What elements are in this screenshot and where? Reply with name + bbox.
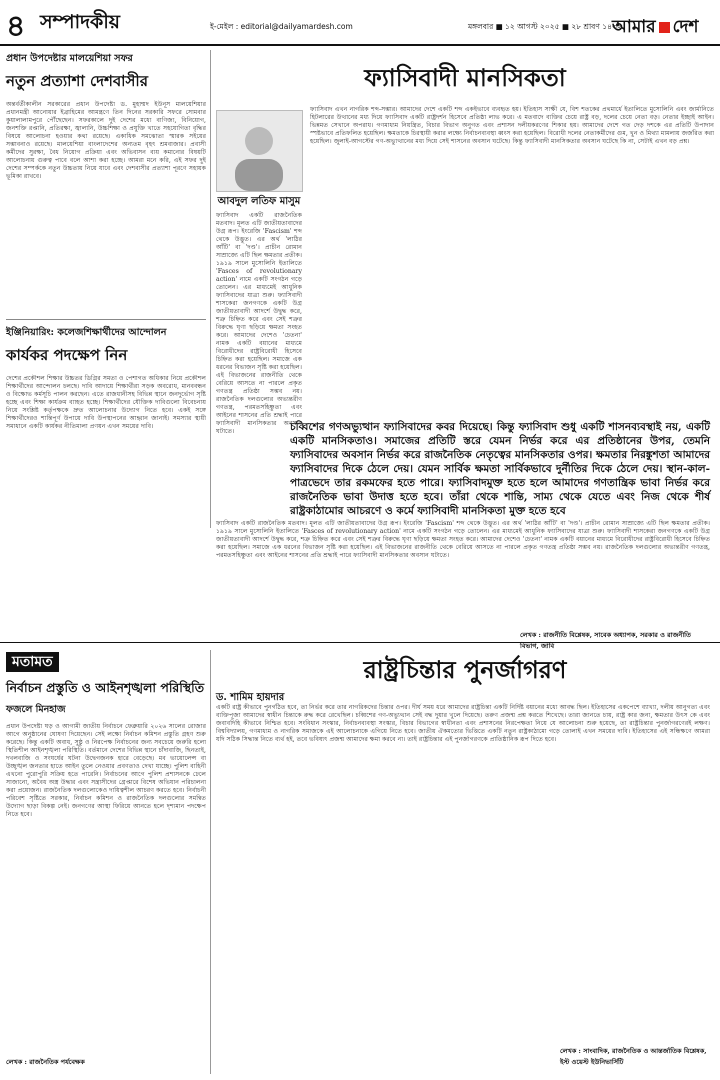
person-icon (217, 111, 302, 191)
editorial-divider (6, 319, 206, 320)
brand-red-square-icon (659, 22, 670, 33)
page-header (0, 0, 720, 46)
column-divider (210, 50, 211, 528)
main-article-title: ফ্যাসিবাদী মানসিকতা (364, 63, 566, 92)
header-rule (0, 44, 720, 46)
opinion-tag: মতামত (6, 652, 59, 672)
editorial1-body: অন্তর্বর্তীকালীন সরকারের প্রধান উপদেষ্টা ড. মুহাম্মদ ইউনূস মালয়েশিয়ার প্রধানমন্ত্রী আনোয়ার ইব্রাহিমের আমন্ত্রণে তিন দিনের সরকারি সফরে সোমবার কুয়ালালামপুরে পৌঁছেছেন। সফরকালে দুই দেশের মধ্যে বাণিজ্য, বিনিয়োগ, জনশক্তি রপ্তানি, প্রতিরক্ষা, জ্বালানি, উচ্চশিক্ষা ও প্রযুক্তি খাতে সহযোগিতা বৃদ্ধির বিষয়ে আলোচনা হওয়ার কথা রয়েছে। একাধিক সমঝোতা স্মারক সইয়ের সম্ভাবনাও রয়েছে। মালয়েশিয়া বাংলাদেশের অন্যতম বৃহৎ শ্রমবাজার। প্রবাসী কর্মীদের সুরক্ষা, বৈধ নিয়োগ প্রক্রিয়া এবং অভিবাসন ব্যয় কমানোর বিষয়টি আলোচনায় গুরুত্ব পাবে বলে আশা করা হচ্ছে। আমরা মনে করি, এই সফর দুই দেশের সম্পর্ককে নতুন উচ্চতায় নিয়ে যাবে এবং দেশবাসীর প্রত্যাশা পূরণে সহায়ক ভূমিকা রাখবে। (6, 101, 206, 180)
author-photo (216, 110, 303, 192)
column-divider-bottom (210, 650, 211, 1074)
main-article-writer-note: লেখক : রাজনীতি বিশ্লেষক, সাবেক অধ্যাপক, সরকার ও রাজনীতি বিভাগ, জাবি (520, 631, 691, 650)
opinion-column (6, 650, 206, 1070)
opinion-headline: নির্বাচন প্রস্তুতি ও আইনশৃঙ্খলা পরিস্থিতি (6, 680, 205, 695)
opinion-author: ফজলে মিনহাজ (6, 704, 66, 715)
second-article-author: ড. শামিম হায়দার (216, 692, 285, 703)
brand-right: দেশ (672, 17, 699, 37)
publish-date: মঙ্গলবার ■ ১২ আগস্ট ২০২৫ ■ ২৮ শ্রাবণ ১৪৩২ (468, 22, 622, 31)
editorial2-body: দেশের প্রকৌশল শিক্ষার উচ্চতর ডিগ্রির সমতা ও পেশাগত অধিকার নিয়ে প্রকৌশল শিক্ষার্থীদের আন্দোলন চলছে। দাবি আদায়ে শিক্ষার্থীরা সড়ক অবরোধ, মানববন্ধন ও বিক্ষোভ কর্মসূচি পালন করছেন। এতে রাজধানীসহ বিভিন্ন স্থানে জনদুর্ভোগ সৃষ্টি হচ্ছে এবং শিক্ষা কার্যক্রম ব্যাহত হচ্ছে। শিক্ষার্থীদের যৌক্তিক দাবিগুলো বিবেচনায় নিয়ে সংশ্লিষ্ট কর্তৃপক্ষকে দ্রুত আলোচনার উদ্যোগ নিতে হবে। একই সঙ্গে শিক্ষার্থীদেরও শান্তিপূর্ণ উপায়ে দাবি উপস্থাপনের আহ্বান জানাই। সমস্যার স্থায়ী সমাধানে একটি কার্যকর নীতিমালা প্রণয়ন এখন সময়ের দাবি। (6, 375, 206, 430)
main-article-intro: ফ্যাসিবাদ একটি রাজনৈতিক মতবাদ। মূলত এটি জাতীয়তাবাদের উগ্র রূপ। ইংরেজি 'Fascism' শব্দ থেকে উদ্ভূত। এর অর্থ 'লাঠির আঁটি' বা 'দণ্ড'। প্রাচীন রোমান সাম্রাজ্যে এটি ছিল ক্ষমতার প্রতীক। ১৯১৯ সালে মুসোলিনি ইতালিতে 'Fasces of revolutionary action' নামে একটি সংগঠন গড়ে তোলেন। এর মাধ্যমেই আধুনিক ফ্যাসিবাদের যাত্রা শুরু। ফ্যাসিবাদী শাসকেরা জনগণকে একটি উগ্র জাতীয়তাবাদী আদর্শে উদ্বুদ্ধ করে, শত্রু চিহ্নিত করে এবং সেই শত্রুর বিরুদ্ধে ঘৃণা ছড়িয়ে ক্ষমতা সংহত করে। আমাদের দেশেও 'চেতনা' নামক একটি বয়ানের মাধ্যমে বিরোধীদের রাষ্ট্রবিরোধী হিসেবে চিহ্নিত করা হয়েছিল। সমাজে এক ধরনের বিভাজন সৃষ্টি করা হয়েছিল। এই বিভাজনের রাজনীতি থেকে বেরিয়ে আসতে না পারলে প্রকৃত গণতন্ত্র প্রতিষ্ঠা সম্ভব নয়। রাজনৈতিক দলগুলোর অভ্যন্তরীণ গণতন্ত্র, পরমতসহিষ্ণুতা এবং আইনের শাসনের প্রতি শ্রদ্ধাই পারে ফ্যাসিবাদী মানসিকতার অবসান ঘটাতে। (216, 212, 302, 435)
brand-logo (612, 14, 698, 42)
opinion-writer-note: লেখক : রাজনৈতিক পর্যবেক্ষক (6, 1058, 85, 1066)
editorial1-headline: নতুন প্রত্যাশা দেশবাসীর (6, 72, 148, 90)
second-article-title: রাষ্ট্রচিন্তার পুনর্জাগরণ (363, 655, 567, 684)
main-article-body: ফ্যাসিবাদ এখন নাগরিক শব্দ-সম্ভার। আমাদের দেশে একটি শব্দ একইভাবে ব্যবহৃত হয়। ইতিহাস সাক্ষী যে, বিশ শতকের প্রথমার্ধে ইতালিতে মুসোলিনি এবং জার্মানিতে হিটলারের উত্থানের মধ্য দিয়ে ফ্যাসিবাদ একটি রাষ্ট্রদর্শন হিসেবে প্রতিষ্ঠা লাভ করে। এ মতবাদে ব্যক্তির চেয়ে রাষ্ট্র বড়, দলের চেয়ে নেতা বড়। নেতার ইচ্ছাই আইন। ভিন্নমত সেখানে অপরাধ। গণমাধ্যম নিয়ন্ত্রিত, বিচার বিভাগ অনুগত এবং প্রশাসন দলীয়করণের শিকার হয়। আমাদের দেশে গত দেড় দশকে এর প্রতিটি উপাদান স্পষ্টভাবে প্রতিফলিত হয়েছিল। ক্ষমতাকে চিরস্থায়ী করার লক্ষ্যে নির্বাচনব্যবস্থা ধ্বংস করা হয়েছিল। বিরোধী দলের নেতাকর্মীদের গুম, খুন ও মিথ্যা মামলায় জর্জরিত করা হয়েছিল। জুলাই-আগস্টের গণ-অভ্যুত্থানের মধ্য দিয়ে সেই শাসনের অবসান ঘটেছে। কিন্তু ফ্যাসিবাদী মানসিকতার অবসান ঘটেছে কি না, সেটাই এখন বড় প্রশ্ন। (310, 106, 714, 145)
editorial-column (6, 52, 206, 522)
editorial-email[interactable]: ই-মেইল : editorial@dailyamardesh.com (210, 22, 353, 31)
opinion-body: প্রধান উপদেষ্টা ঘড় ও আগামী জাতীয় নির্বাচনে ফেব্রুয়ারি ২০২৬ সালের রোজার আগে অনুষ্ঠানের ঘোষণা দিয়েছেন। সেই লক্ষ্যে নির্বাচন কমিশন প্রস্তুতি গ্রহণ শুরু করেছে। কিন্তু একটি অবাধ, সুষ্ঠু ও নিরপেক্ষ নির্বাচনের জন্য সবচেয়ে জরুরি হলো স্থিতিশীল আইনশৃঙ্খলা পরিস্থিতি। বর্তমানে দেশের বিভিন্ন স্থানে চাঁদাবাজি, ছিনতাই, দখলবাজি ও সংঘর্ষের ঘটনা উদ্বেগজনক হারে বেড়েছে। মব ভায়োলেন্স বা উচ্ছৃঙ্খল জনতার হাতে আইন তুলে নেওয়ার প্রবণতাও দেখা যাচ্ছে। পুলিশ বাহিনী এখনো পুরোপুরি সক্রিয় হতে পারেনি। নির্বাচনের আগে পুলিশ প্রশাসনকে ঢেলে সাজানো, অবৈধ অস্ত্র উদ্ধার এবং সন্ত্রাসীদের গ্রেপ্তারে বিশেষ অভিযান পরিচালনা করা প্রয়োজন। রাজনৈতিক দলগুলোকেও দায়িত্বশীল আচরণ করতে হবে। নির্বাচনী পরিবেশ সৃষ্টিতে সরকার, নির্বাচন কমিশন ও রাজনৈতিক দলগুলোর সমন্বিত উদ্যোগ ছাড়া বিকল্প নেই। জনগণের আস্থা ফিরিয়ে আনতে হলে দৃশ্যমান পদক্ষেপ নিতে হবে। (6, 723, 206, 818)
editorial2-kicker: ইঞ্জিনিয়ারিং: কলেজশিক্ষার্থীদের আন্দোলন (6, 327, 167, 338)
main-article-pullquote: চব্বিশের গণঅভ্যুত্থান ফ্যাসিবাদের কবর দিয়েছে। কিন্তু ফ্যাসিবাদ শুধু একটি শাসনব্যবস্থাই নয়, একটি একটি মানসিকতাও। সমাজের প্রতিটি স্তরে যেমন নির্ভর করে এর প্রতিষ্ঠানের উপর, তেমনি ফ্যাসিবাদের অবসান নির্ভর করে রাজনৈতিক নেতৃত্বের মানসিকতার ওপর। ক্ষমতার নিরঙ্কুশতা আমাদের ফ্যাসিবাদের দিকে ঠেলে দেয়। যেমন সার্বিক ক্ষমতা সার্বিকভাবে দুর্নীতির দিকে ঠেলে দেয়। স্থান-কাল-পাত্রভেদে তার রকমফের হতে পারে। ফ্যাসিবাদমুক্ত হতে হলে আমাদের গণতান্ত্রিক ভাবা নির্ভর করে রাজনৈতিক ভাবা উদাত্ত হতে হবে। তাঁরা থেকে শান্তি, সাম্য থেকে যেতে এবং নিজ থেকে শীর্ষ রাষ্ট্রকাঠামোর আচরণে ও কর্মে ফ্যাসিবাদী মানসিকতা মুক্ত হতে হবে (290, 421, 710, 517)
editorial1-kicker: প্রধান উপদেষ্টার মালয়েশিয়া সফর (6, 53, 133, 64)
section-title: সম্পাদকীয় (40, 11, 120, 33)
second-article-writer-note: লেখক : সাংবাদিক, রাজনৈতিক ও আন্তর্জাতিক বিশ্লেষক, ইস্ট ওয়েস্ট ইউনিভার্সিটি (560, 1047, 707, 1066)
second-article-body: একটি রাষ্ট্র কীভাবে পুনর্গঠিত হবে, তা নির্ভর করে তার নাগরিকদের চিন্তার ওপর। দীর্ঘ সময় ধরে আমাদের রাষ্ট্রচিন্তা একটি নির্দিষ্ট বয়ানের মধ্যে আবদ্ধ ছিল। ইতিহাসের একপেশে ব্যাখ্যা, দলীয় আনুগত্য এবং ব্যক্তিপূজা আমাদের স্বাধীন চিন্তাকে রুদ্ধ করে রেখেছিল। চব্বিশের গণ-অভ্যুত্থান সেই বদ্ধ দুয়ার খুলে দিয়েছে। তরুণ প্রজন্ম প্রশ্ন করতে শিখেছে। তারা জানতে চায়, রাষ্ট্র কার জন্য, ক্ষমতার উৎস কে এবং জবাবদিহি কীভাবে নিশ্চিত হবে। সংবিধান সংস্কার, নির্বাচনব্যবস্থা সংস্কার, বিচার বিভাগের স্বাধীনতা এবং প্রশাসনের নিরপেক্ষতা নিয়ে যে আলোচনা শুরু হয়েছে, তা রাষ্ট্রচিন্তার পুনর্জাগরণেরই লক্ষণ। বিশ্ববিদ্যালয়, গণমাধ্যম ও নাগরিক সমাজকে এই আলোচনাকে এগিয়ে নিতে হবে। জাতীয় ঐকমত্যের ভিত্তিতে একটি নতুন রাষ্ট্রকাঠামো গড়ে তোলাই এখন সময়ের দাবি। ইতিহাসের এই সন্ধিক্ষণে আমরা যদি সঠিক সিদ্ধান্ত নিতে ব্যর্থ হই, তবে ভবিষ্যৎ প্রজন্ম আমাদের ক্ষমা করবে না। তাই রাষ্ট্রচিন্তার এই পুনর্জাগরণকে প্রাতিষ্ঠানিক রূপ দিতে হবে। (216, 704, 710, 743)
editorial2-headline: কার্যকর পদক্ষেপ নিন (6, 346, 128, 364)
main-article-body-continued: ফ্যাসিবাদ একটি রাজনৈতিক মতবাদ। মূলত এটি জাতীয়তাবাদের উগ্র রূপ। ইংরেজি 'Fascism' শব্দ থেকে উদ্ভূত। এর অর্থ 'লাঠির আঁটি' বা 'দণ্ড'। প্রাচীন রোমান সাম্রাজ্যে এটি ছিল ক্ষমতার প্রতীক। ১৯১৯ সালে মুসোলিনি ইতালিতে 'Fasces of revolutionary action' নামে একটি সংগঠন গড়ে তোলেন। এর মাধ্যমেই আধুনিক ফ্যাসিবাদের যাত্রা শুরু। ফ্যাসিবাদী শাসকেরা জনগণকে একটি উগ্র জাতীয়তাবাদী আদর্শে উদ্বুদ্ধ করে, শত্রু চিহ্নিত করে এবং সেই শত্রুর বিরুদ্ধে ঘৃণা ছড়িয়ে ক্ষমতা সংহত করে। আমাদের দেশেও 'চেতনা' নামক একটি বয়ানের মাধ্যমে বিরোধীদের রাষ্ট্রবিরোধী হিসেবে চিহ্নিত করা হয়েছিল। সমাজে এক ধরনের বিভাজন সৃষ্টি করা হয়েছিল। এই বিভাজনের রাজনীতি থেকে বেরিয়ে আসতে না পারলে প্রকৃত গণতন্ত্র প্রতিষ্ঠা সম্ভব নয়। রাজনৈতিক দলগুলোর অভ্যন্তরীণ গণতন্ত্র, পরমতসহিষ্ণুতা এবং আইনের শাসনের প্রতি শ্রদ্ধাই পারে ফ্যাসিবাদী মানসিকতার অবসান ঘটাতে। (216, 520, 710, 559)
main-article-author: আবদুল লতিফ মাসুম (217, 196, 301, 207)
brand-left: আমার (612, 17, 656, 37)
section-rule (0, 642, 720, 643)
page-number: ৪ (6, 9, 26, 44)
